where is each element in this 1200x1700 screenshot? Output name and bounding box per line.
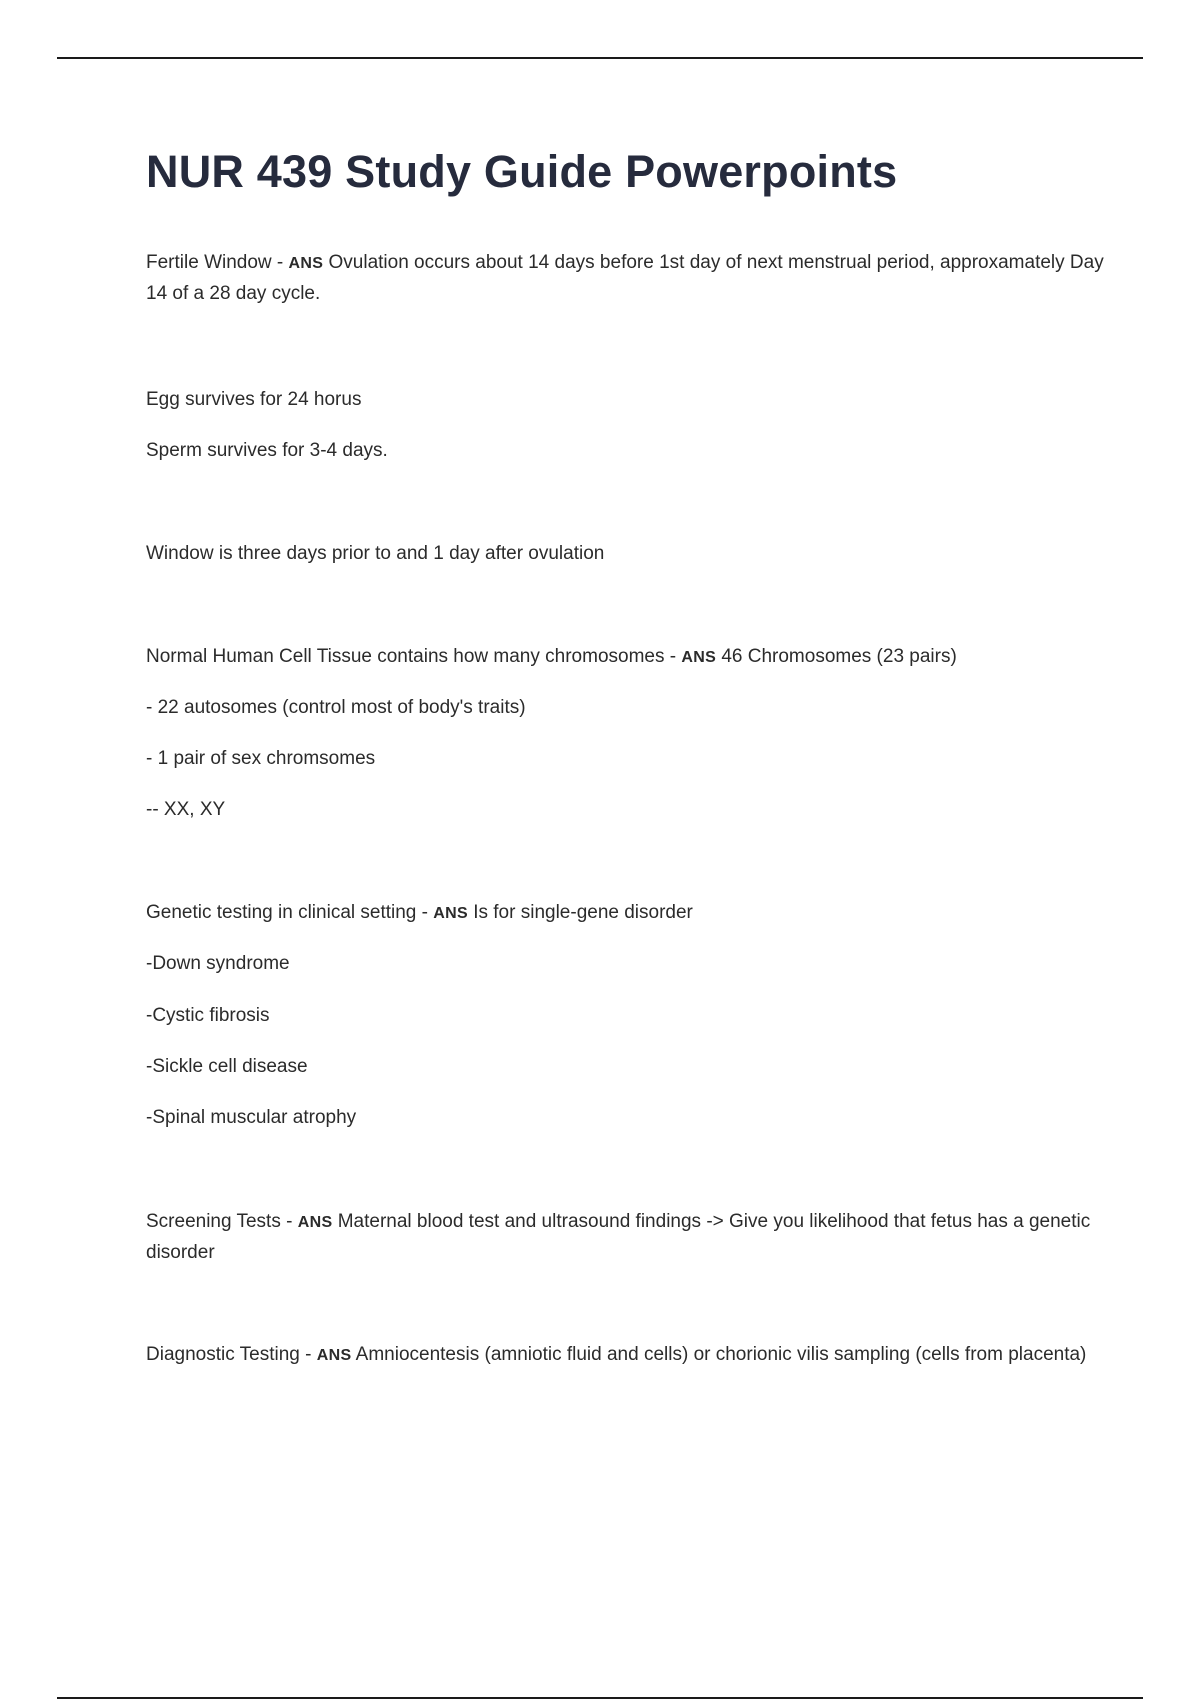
ans-marker: ANS bbox=[316, 1347, 352, 1364]
entry-term: Genetic testing in clinical setting - bbox=[146, 902, 434, 923]
entry-fertile-window bbox=[146, 248, 1106, 309]
entry-chromosomes bbox=[146, 642, 1106, 673]
ans-marker: ANS bbox=[297, 1214, 333, 1231]
note-xx-xy: -- XX, XY bbox=[146, 799, 226, 820]
entry-answer: Maternal blood test and ultrasound findings -> Give you likelihood that fetus has a genetic disorder bbox=[146, 1211, 1091, 1263]
note-down-syndrome: -Down syndrome bbox=[146, 953, 290, 974]
bottom-rule bbox=[57, 1697, 1143, 1699]
entry-answer: Ovulation occurs about 14 days before 1st day of next menstrual period, approxamately Day 14 of a 28 day cycle. bbox=[146, 252, 1104, 304]
ans-marker: ANS bbox=[433, 905, 468, 922]
page-title: NUR 439 Study Guide Powerpoints bbox=[146, 146, 898, 197]
note-egg: Egg survives for 24 horus bbox=[146, 389, 362, 410]
note-sperm: Sperm survives for 3-4 days. bbox=[146, 440, 388, 461]
entry-answer: Is for single-gene disorder bbox=[467, 902, 693, 923]
entry-answer: 46 Chromosomes (23 pairs) bbox=[716, 646, 957, 667]
note-window: Window is three days prior to and 1 day after ovulation bbox=[146, 543, 605, 564]
entry-term: Diagnostic Testing - bbox=[146, 1344, 317, 1365]
top-rule bbox=[57, 57, 1143, 59]
entry-diagnostic-testing bbox=[146, 1340, 1106, 1371]
note-sickle-cell: -Sickle cell disease bbox=[146, 1056, 308, 1077]
entry-term: Normal Human Cell Tissue contains how many chromosomes - bbox=[146, 646, 682, 667]
entry-term: Screening Tests - bbox=[146, 1211, 298, 1232]
note-spinal-atrophy: -Spinal muscular atrophy bbox=[146, 1107, 357, 1128]
entry-genetic-testing bbox=[146, 898, 1106, 929]
entry-screening-tests bbox=[146, 1207, 1106, 1268]
entry-term: Fertile Window - bbox=[146, 252, 289, 273]
note-autosomes: - 22 autosomes (control most of body's traits) bbox=[146, 697, 526, 718]
note-sex-pair: - 1 pair of sex chromsomes bbox=[146, 748, 376, 769]
note-cystic-fibrosis: -Cystic fibrosis bbox=[146, 1005, 270, 1026]
document-header bbox=[146, 140, 1106, 204]
entry-answer: Amniocentesis (amniotic fluid and cells) or chorionic vilis sampling (cells from placenta) bbox=[351, 1344, 1087, 1365]
ans-marker: ANS bbox=[681, 649, 717, 666]
ans-marker: ANS bbox=[288, 255, 324, 272]
